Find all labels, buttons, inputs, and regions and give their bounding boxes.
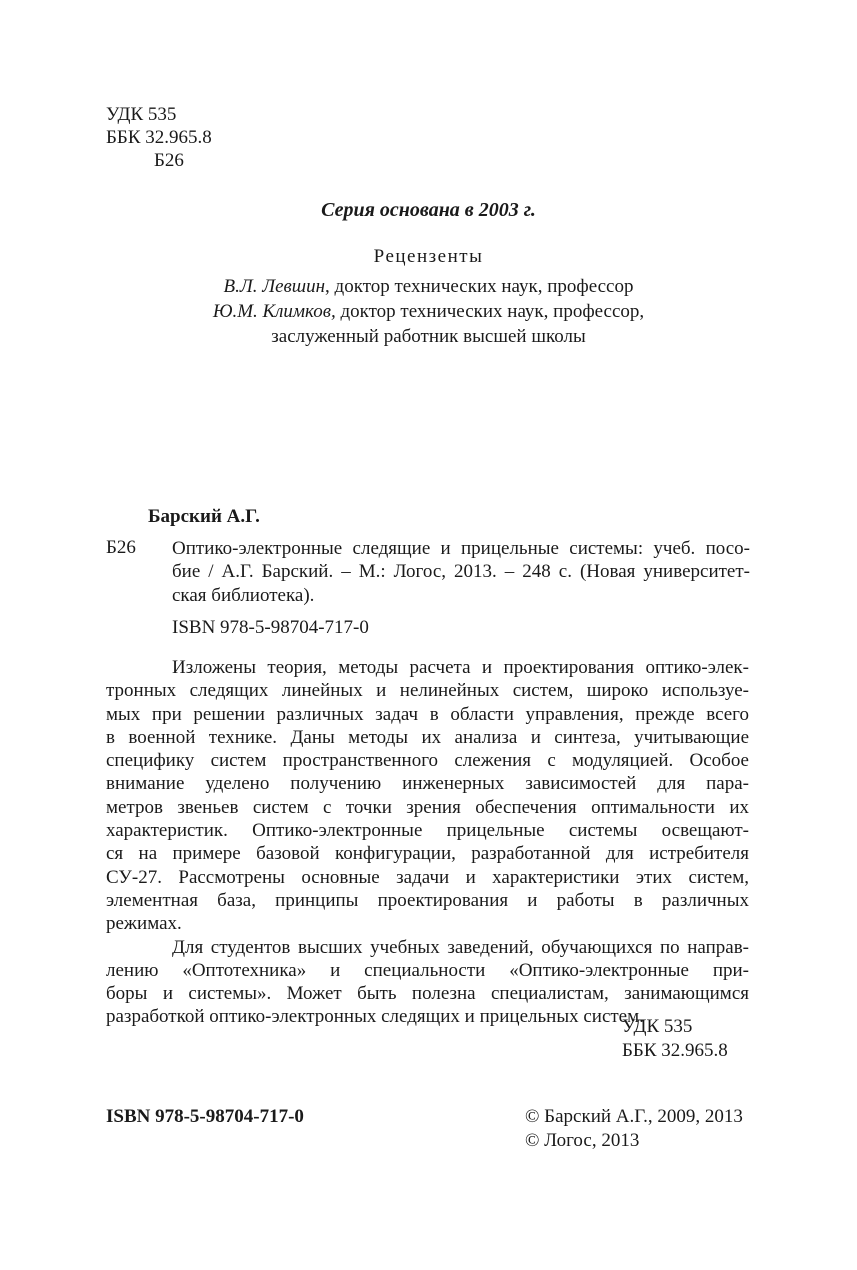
reviewer-2 bbox=[0, 301, 857, 323]
bbk-code-bottom: ББК 32.965.8 bbox=[622, 1040, 728, 1061]
abstract-line: боры и системы». Может быть полезна специалистам, занимающимся bbox=[106, 983, 749, 1005]
abstract-line: тронных следящих линейных и нелинейных систем, широко используе- bbox=[106, 680, 749, 702]
isbn-footer: ISBN 978-5-98704-717-0 bbox=[106, 1106, 304, 1127]
abstract-line: внимание уделено получению инженерных зависимостей для пара- bbox=[106, 773, 749, 795]
author-mark: Б26 bbox=[154, 150, 184, 171]
abstract-line: в военной технике. Даны методы их анализа и синтеза, учитывающие bbox=[106, 726, 749, 748]
abstract-line: Для студентов высших учебных заведений, обучающихся по направ- bbox=[172, 936, 749, 958]
bib-author: Барский А.Г. bbox=[148, 506, 260, 527]
reviewer-1-title: , доктор технических наук, профессор bbox=[325, 276, 634, 297]
bib-line: ская библиотека). bbox=[172, 584, 315, 606]
copyright-author: © Барский А.Г., 2009, 2013 bbox=[525, 1106, 743, 1127]
reviewer-2-name: Ю.М. Климков, bbox=[212, 301, 336, 322]
bib-line: Оптико-электронные следящие и прицельные системы: учеб. посо- bbox=[172, 538, 750, 559]
abstract-line: ся на примере базовой конфигурации, разработанной для истребителя bbox=[106, 843, 749, 865]
abstract-paragraph-2 bbox=[106, 936, 749, 1029]
bib-line: бие / А.Г. Барский. – М.: Логос, 2013. – 248 с. (Новая университет- bbox=[172, 561, 750, 583]
abstract-line: СУ-27. Рассмотрены основные задачи и характеристики этих систем, bbox=[106, 866, 749, 888]
bib-mark: Б26 bbox=[106, 537, 136, 558]
abstract-line: лению «Оптотехника» и специальности «Оптико-электронные при- bbox=[106, 959, 749, 981]
reviewer-1-name: В.Л. Левшин bbox=[223, 276, 326, 297]
reviewer-2-honor: заслуженный работник высшей школы bbox=[271, 326, 586, 347]
bbk-code: ББК 32.965.8 bbox=[106, 127, 212, 148]
udk-code: УДК 535 bbox=[106, 104, 177, 125]
abstract-paragraph-1 bbox=[106, 656, 749, 936]
reviewer-1 bbox=[0, 276, 857, 298]
abstract-line: разработкой оптико-электронных следящих и прицельных систем. bbox=[106, 1006, 644, 1028]
abstract-line: элементная база, принципы проектирования и работы в различных bbox=[106, 889, 749, 911]
reviewers-heading: Рецензенты bbox=[373, 246, 484, 267]
reviewer-2-title: доктор технических наук, профессор, bbox=[335, 301, 645, 322]
abstract-line: Изложены теория, методы расчета и проектирования оптико-элек- bbox=[172, 657, 749, 678]
abstract-line: метров звеньев систем с точки зрения обеспечения оптимальности их bbox=[106, 796, 749, 818]
abstract-line: характеристик. Оптико-электронные прицельные системы освещают- bbox=[106, 820, 749, 842]
copyright-publisher: © Логос, 2013 bbox=[525, 1130, 640, 1151]
abstract-line: мых при решении различных задач в области управления, прежде всего bbox=[106, 703, 749, 725]
bib-isbn: ISBN 978-5-98704-717-0 bbox=[172, 617, 369, 638]
abstract-line: режимах. bbox=[106, 913, 182, 935]
bib-description bbox=[172, 537, 750, 607]
series-note: Серия основана в 2003 г. bbox=[321, 199, 536, 221]
udk-code-bottom: УДК 535 bbox=[622, 1016, 693, 1037]
abstract-line: специфику систем пространственного слежения с модуляцией. Особое bbox=[106, 750, 749, 772]
